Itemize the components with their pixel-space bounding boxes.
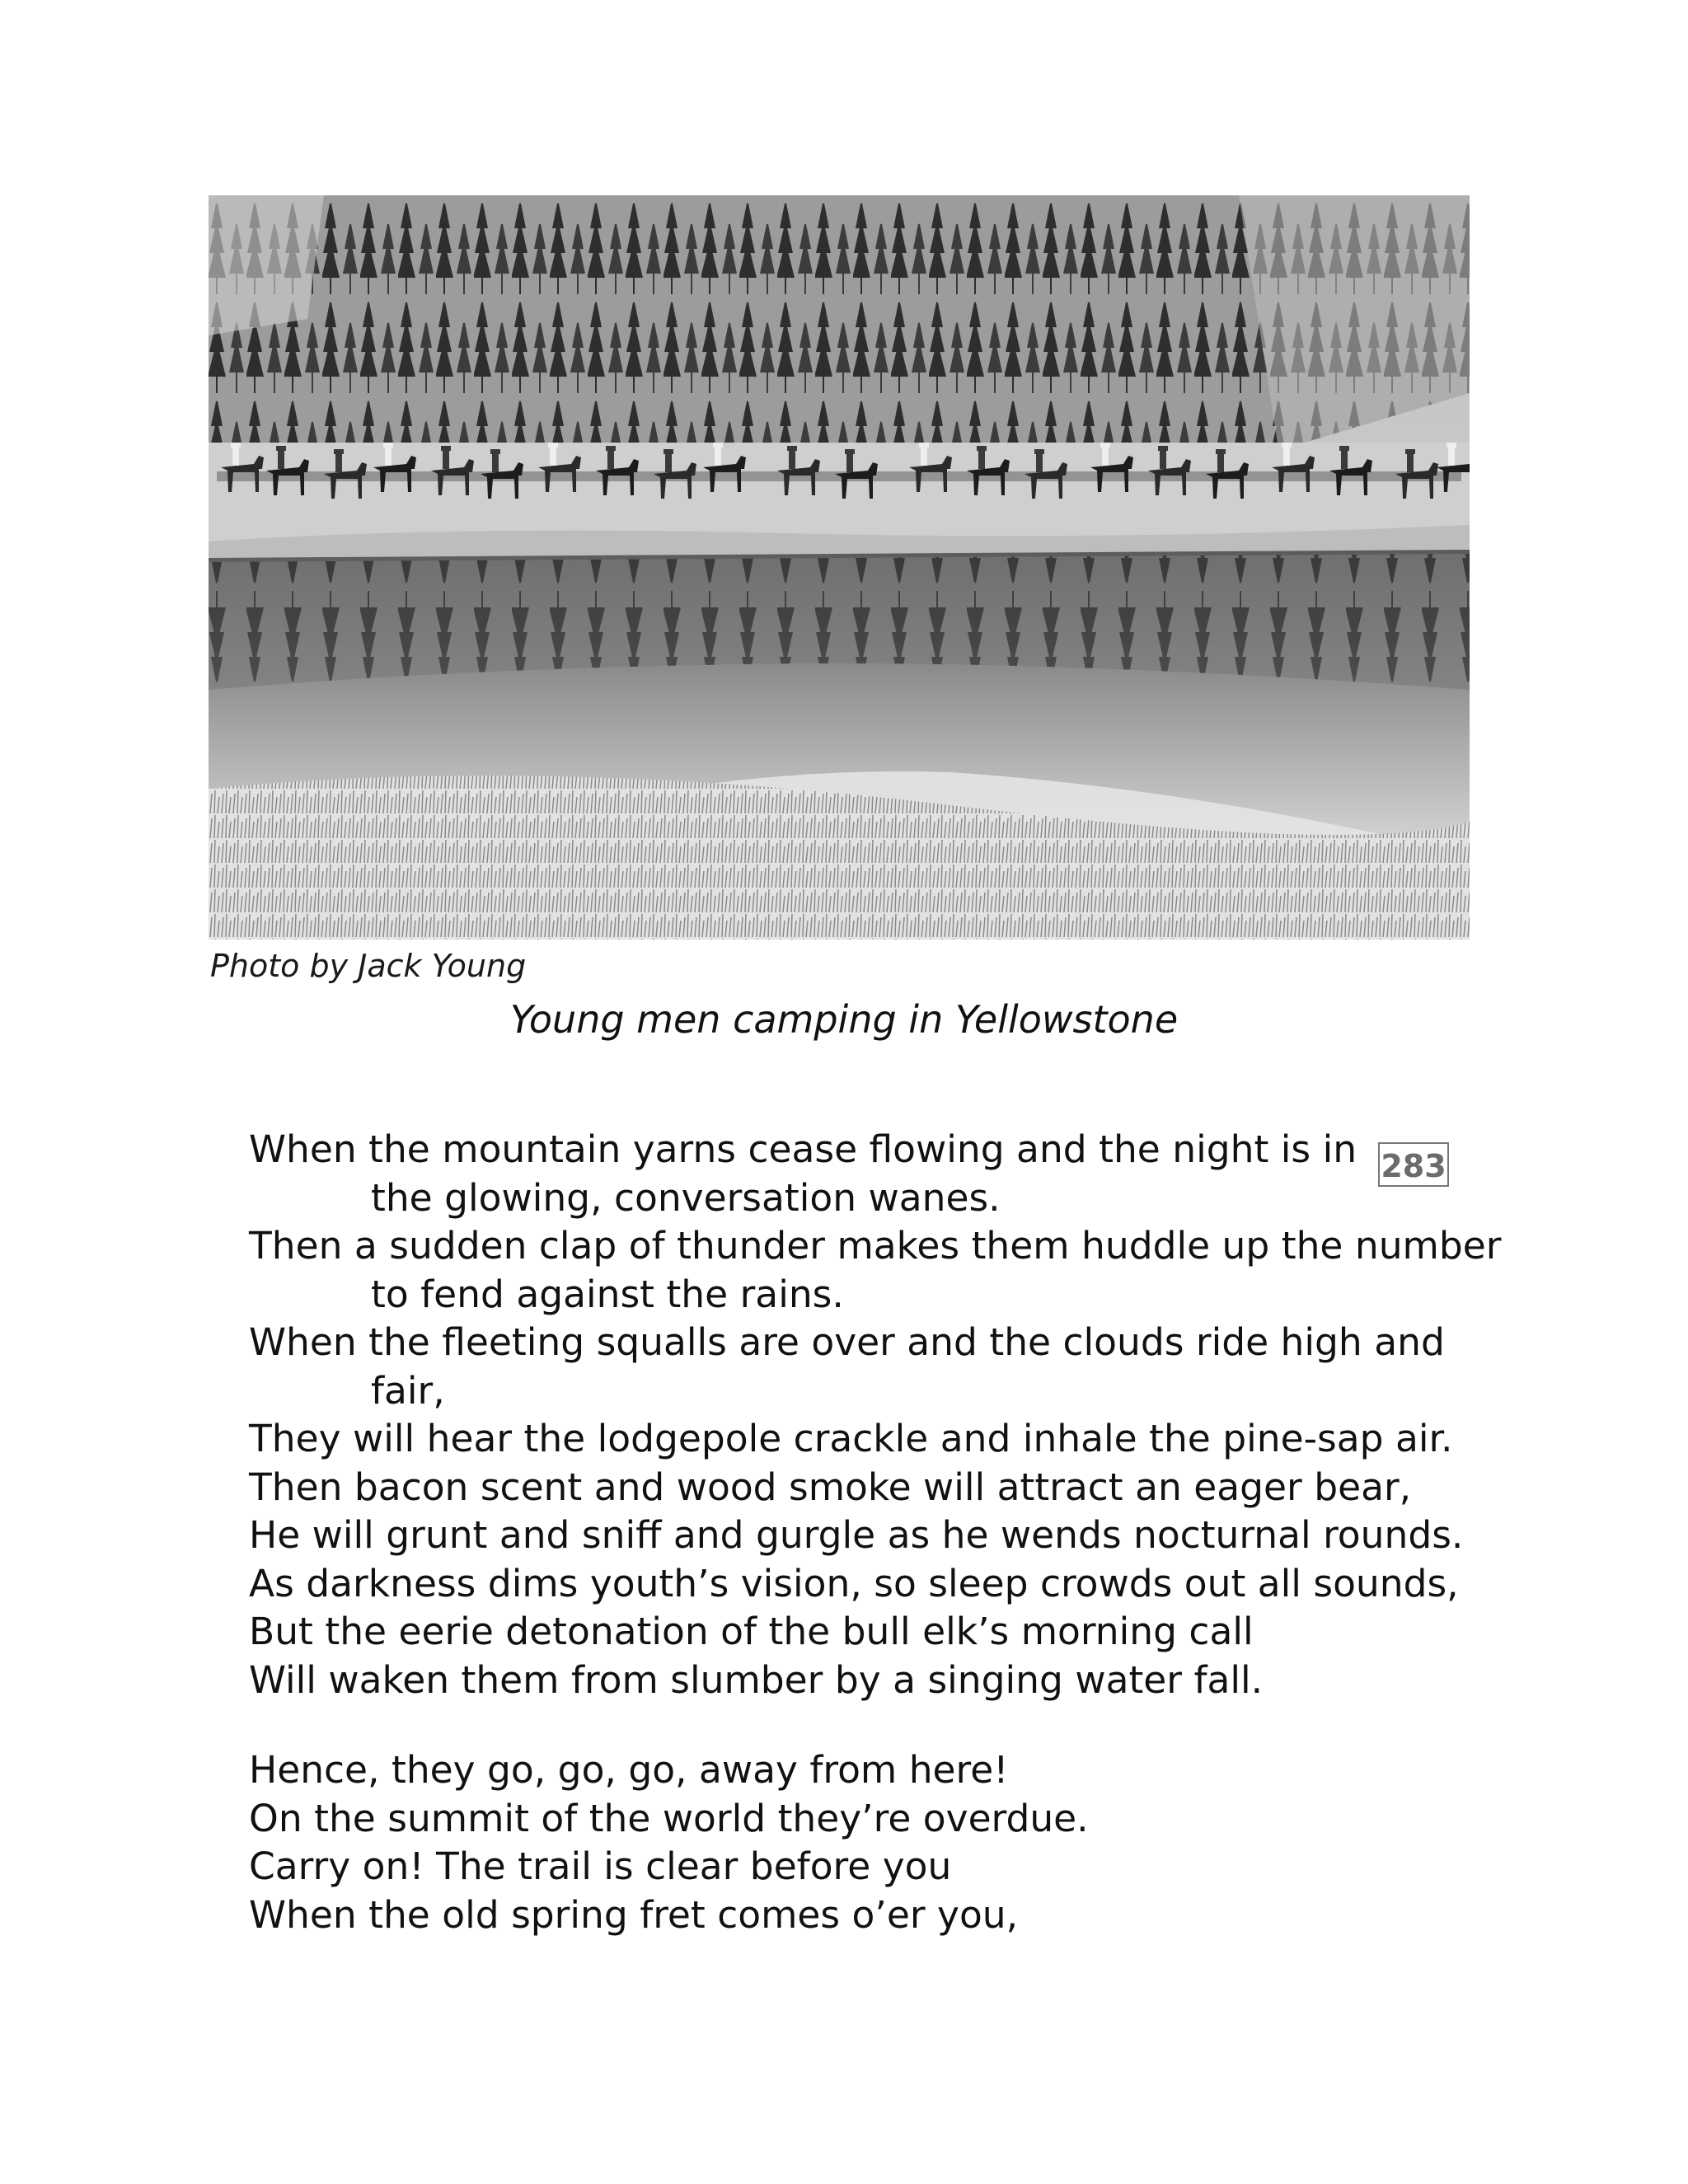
photo-credit: Photo by Jack Young: [210, 948, 527, 984]
poem-line: As darkness dims youth’s vision, so sleep crowds out all sounds,: [249, 1561, 1459, 1605]
poem-line: On the summit of the world they’re overdue.: [249, 1796, 1089, 1840]
poem-stanza-2: [249, 1746, 1089, 1939]
poem-line: Carry on! The trail is clear before you: [249, 1844, 952, 1888]
poem-line: Hence, they go, go, go, away from here!: [249, 1748, 1009, 1792]
page-number-badge: 283: [1378, 1142, 1449, 1187]
poem-line: Then bacon scent and wood smoke will attract an eager bear,: [249, 1465, 1412, 1509]
poem-line: When the old spring fret comes o’er you,: [249, 1892, 1019, 1937]
poem-line: When the fleeting squalls are over and the clouds ride high and: [249, 1320, 1445, 1364]
poem-line: But the eerie detonation of the bull elk’s morning call: [249, 1610, 1254, 1653]
poem-stanza-1: [249, 1126, 1501, 1704]
photo-caption: Young men camping in Yellowstone: [509, 997, 1179, 1042]
poem-line: He will grunt and sniff and gurgle as he wends nocturnal rounds.: [249, 1513, 1464, 1557]
poem-line: When the mountain yarns cease flowing and the night is in: [249, 1127, 1357, 1171]
poem-line-continuation: to fend against the rains.: [371, 1272, 844, 1316]
yellowstone-photo: [209, 195, 1470, 940]
poem-line-continuation: the glowing, conversation wanes.: [371, 1175, 1001, 1220]
poem-line-continuation: fair,: [371, 1368, 445, 1413]
poem-line: They will hear the lodgepole crackle and inhale the pine-sap air.: [249, 1417, 1453, 1460]
poem-line: Will waken them from slumber by a singing water fall.: [249, 1657, 1264, 1702]
photo-illustration: [209, 195, 1470, 940]
poem-line: Then a sudden clap of thunder makes them huddle up the number: [249, 1224, 1502, 1268]
